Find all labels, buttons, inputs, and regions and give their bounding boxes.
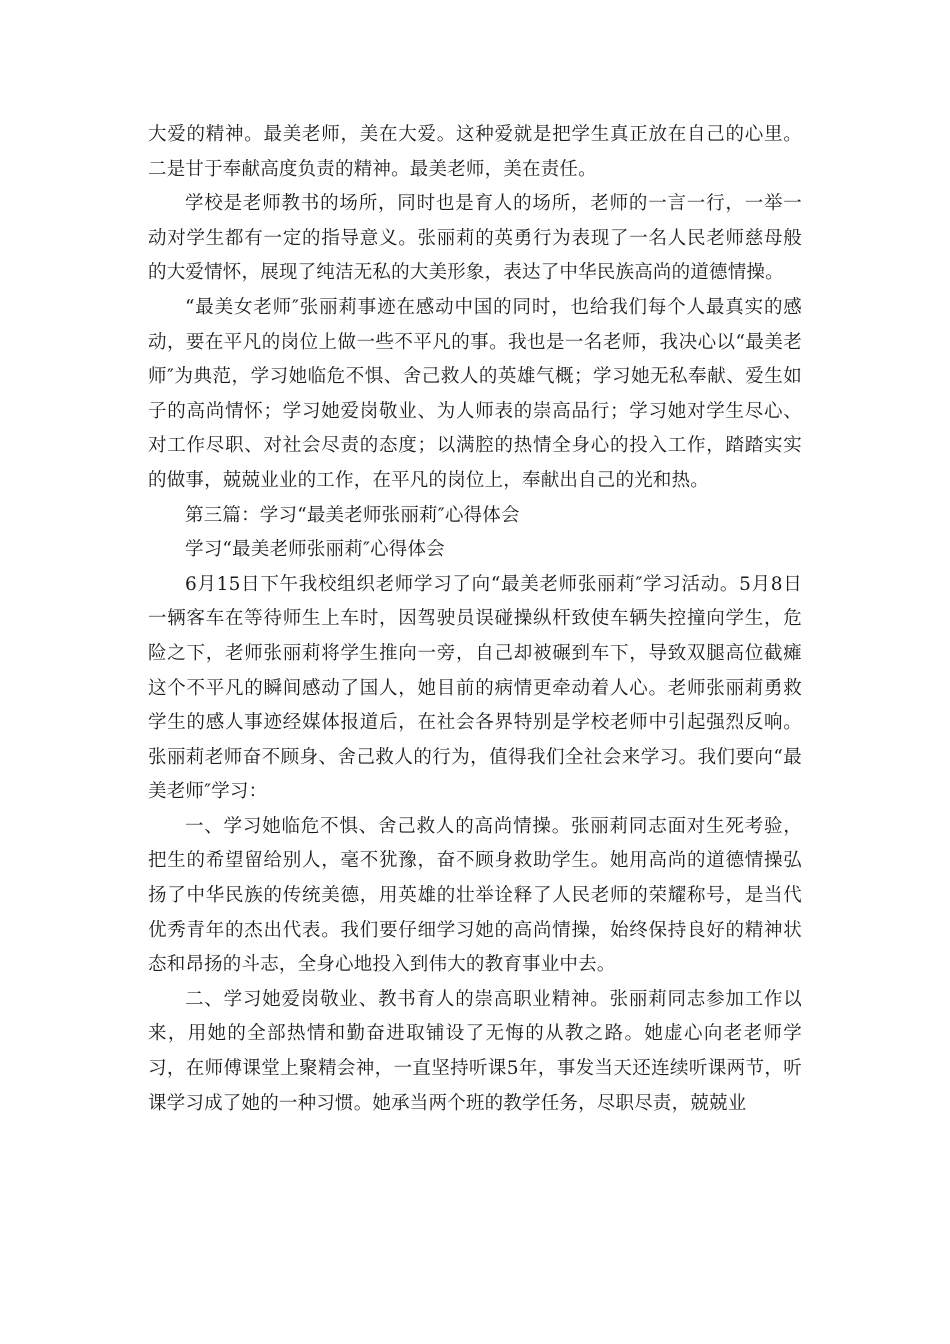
section-heading: 第三篇：学习“最美老师张丽莉″心得体会 — [185, 504, 520, 526]
paragraph-school-role: 学校是老师教书的场所，同时也是育人的场所，老师的一言一行，一举一动对学生都有一定的指导意义。张丽莉的英勇行为表现了一名人民老师慈母般的大爱情怀，展现了纯洁无私的大美形象，表达了中华民族高尚的道德情操。 — [148, 193, 802, 284]
paragraph-point-one: 一、学习她临危不惧、舍己救人的高尚情操。张丽莉同志面对生死考验，把生的希望留给别人，毫不犹豫，奋不顾身救助学生。她用高尚的道德情操弘扬了中华民族的传统美德，用英雄的壮举诠释了人民老师的荣耀称号，是当代优秀青年的杰出代表。我们要仔细学习她的高尚情操，始终保持良好的精神状态和昂扬的斗志，全身心地投入到伟大的教育事业中去。 — [148, 815, 802, 976]
paragraph-point-two: 二、学习她爱岗敬业、教书育人的崇高职业精神。张丽莉同志参加工作以来，用她的全部热情和勤奋进取铺设了无悔的从教之路。她虚心向老老师学习，在师傅课堂上聚精会神，一直坚持听课5年，事发当天还连续听课两节，听课学习成了她的一种习惯。她承当两个班的教学任务，尽职尽责，兢兢业 — [148, 988, 802, 1114]
article-title: 学习“最美老师张丽莉″心得体会 — [185, 539, 445, 561]
paragraph-resolution: “最美女老师″张丽莉事迹在感动中国的同时，也给我们每个人最真实的感动，要在平凡的岗位上做一些不平凡的事。我也是一名老师，我决心以“最美老师″为典范，学习她临危不惧、舍己救人的英雄气概；学习她无私奉献、爱生如子的高尚情怀；学习她爱岗敬业、为人师表的崇高品行；学习她对学生尽心、对工作尽职、对社会尽责的态度；以满腔的热情全身心的投入工作，踏踏实实的做事，兢兢业业的工作，在平凡的岗位上，奉献出自己的光和热。 — [148, 296, 802, 491]
paragraph-continuation: 大爱的精神。最美老师，美在大爱。这种爱就是把学生真正放在自己的心里。二是甘于奉献高度负责的精神。最美老师，美在责任。 — [148, 124, 802, 180]
paragraph-event: 6月15日下午我校组织老师学习了向“最美老师张丽莉″学习活动。5月8日一辆客车在等待师生上车时，因驾驶员误碰操纵杆致使车辆失控撞向学生，危险之下，老师张丽莉将学生推向一旁，自己却被碾到车下，导致双腿高位截瘫这个不平凡的瞬间感动了国人，她目前的病情更牵动着人心。老师张丽莉勇救学生的感人事迹经媒体报道后，在社会各界特别是学校老师中引起强烈反响。张丽莉老师奋不顾身、舍己救人的行为，值得我们全社会来学习。我们要向“最美老师″学习： — [148, 573, 802, 803]
document-body — [148, 118, 802, 1121]
